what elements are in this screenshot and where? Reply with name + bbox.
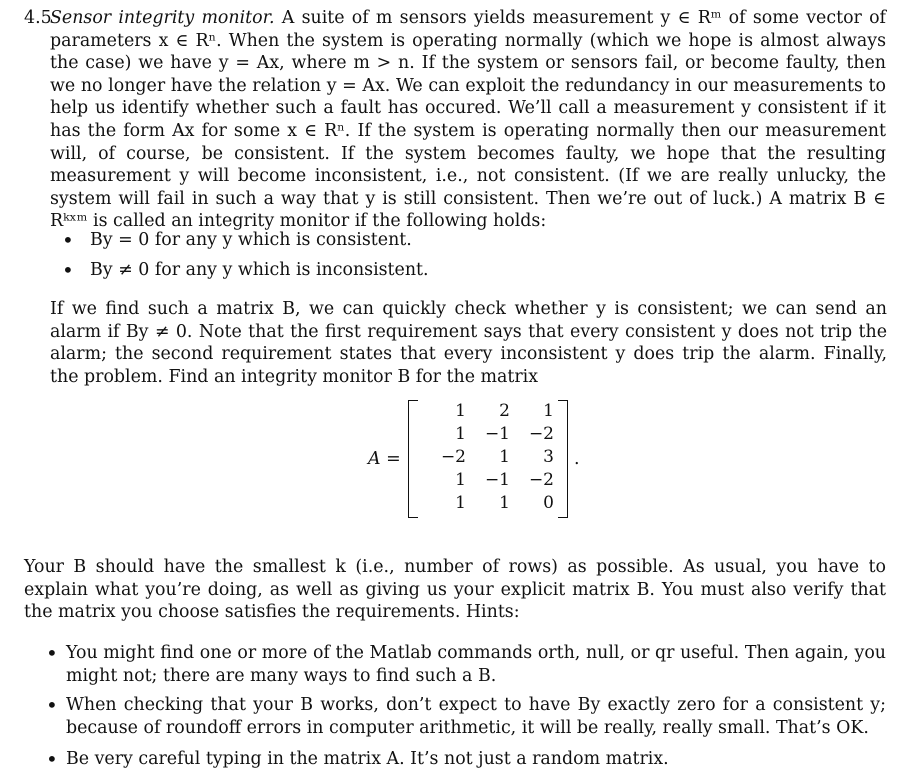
matrix-row [422,400,554,423]
condition-text: By = 0 for any y which is consistent. [90,230,412,250]
matrix-cell: −1 [484,424,510,445]
matrix-cell: 1 [499,447,510,468]
hint-text: Be very careful typing in the matrix A. It’s not just a random matrix. [66,749,669,769]
matrix-row [422,469,554,492]
matrix-row [422,446,554,469]
hint-text: You might find one or more of the Matlab commands orth, null, or qr useful. Then again, you might not; there are many ways to find such a B. [66,643,886,686]
explanation-paragraph: If we find such a matrix B, we can quickly check whether y is consistent; we can send an alarm if By ≠ 0. Note that the first requirement says that every consistent y does not trip the alarm; the second requirement states that every inconsistent y does trip the alarm. Finally, the problem. Find an integrity monitor B for the matrix [50,299,887,387]
matrix-cell: −2 [528,424,554,445]
right-bracket [558,400,568,518]
matrix-cell: 0 [543,493,554,514]
bullet-icon: • [46,641,58,665]
bullet-icon: • [62,258,74,282]
matrix-cell: −2 [528,470,554,491]
problem-title: Sensor integrity monitor. [50,8,275,28]
hint-item [46,694,886,739]
matrix-equation [368,400,588,518]
condition-text: By ≠ 0 for any y which is inconsistent. [90,260,429,280]
bullet-icon: • [62,228,74,252]
matrix-cell: 1 [499,493,510,514]
matrix-cell: 1 [455,470,466,491]
matrix-table [422,400,554,515]
matrix-cell: 1 [455,424,466,445]
bullet-icon: • [46,747,58,771]
matrix-row [422,423,554,446]
problem-number: 4.5 [24,8,52,28]
matrix-row [422,492,554,515]
matrix-cell: −1 [484,470,510,491]
matrix-cell: 1 [455,493,466,514]
matrix-cell: 3 [543,447,554,468]
matrix-label: A = [368,449,401,469]
matrix-cell: 1 [455,401,466,422]
matrix-period: . [574,449,580,469]
requirements-paragraph: Your B should have the smallest k (i.e., number of rows) as possible. As usual, you have to explain what you’re doing, as well as giving us your explicit matrix B. You must also verify that the matrix you choose satisfies the requirements. Hints: [24,557,886,623]
matrix-cell: −2 [440,447,466,468]
bullet-icon: • [46,693,58,717]
problem-intro: A suite of m sensors yields measurement y ∈ Rᵐ of some vector of parameters x ∈ Rⁿ. When the system is operating normally (which we hope is almost always the case) we have y = Ax, where m > n. If the system or sensors fail, or become faulty, then we no longer have the relation y = Ax. We can exploit the redundancy in our measurements to help us identify whether such a fault has occured. We’ll call a measurement y consistent if it has the form Ax for some x ∈ Rⁿ. If the system is operating normally then our measurement will, of course, be consistent. If the system becomes faulty, we hope that the resulting measurement y will become inconsistent, i.e., not consistent. (If we are really unlucky, the system will fail in such a way that y is still consistent. Then we’re out of luck.) A matrix B ∈ Rᵏˣᵐ is called an integrity monitor if the following holds: [50,8,886,232]
problem-statement [24,7,886,233]
matrix-cell: 1 [543,401,554,422]
hint-item [46,748,886,771]
left-bracket [408,400,418,518]
hint-text: When checking that your B works, don’t expect to have By exactly zero for a consistent y; because of roundoff errors in computer arithmetic, it will be really, really small. That’s OK. [66,695,886,738]
matrix-cell: 2 [499,401,510,422]
hint-item [46,642,886,687]
